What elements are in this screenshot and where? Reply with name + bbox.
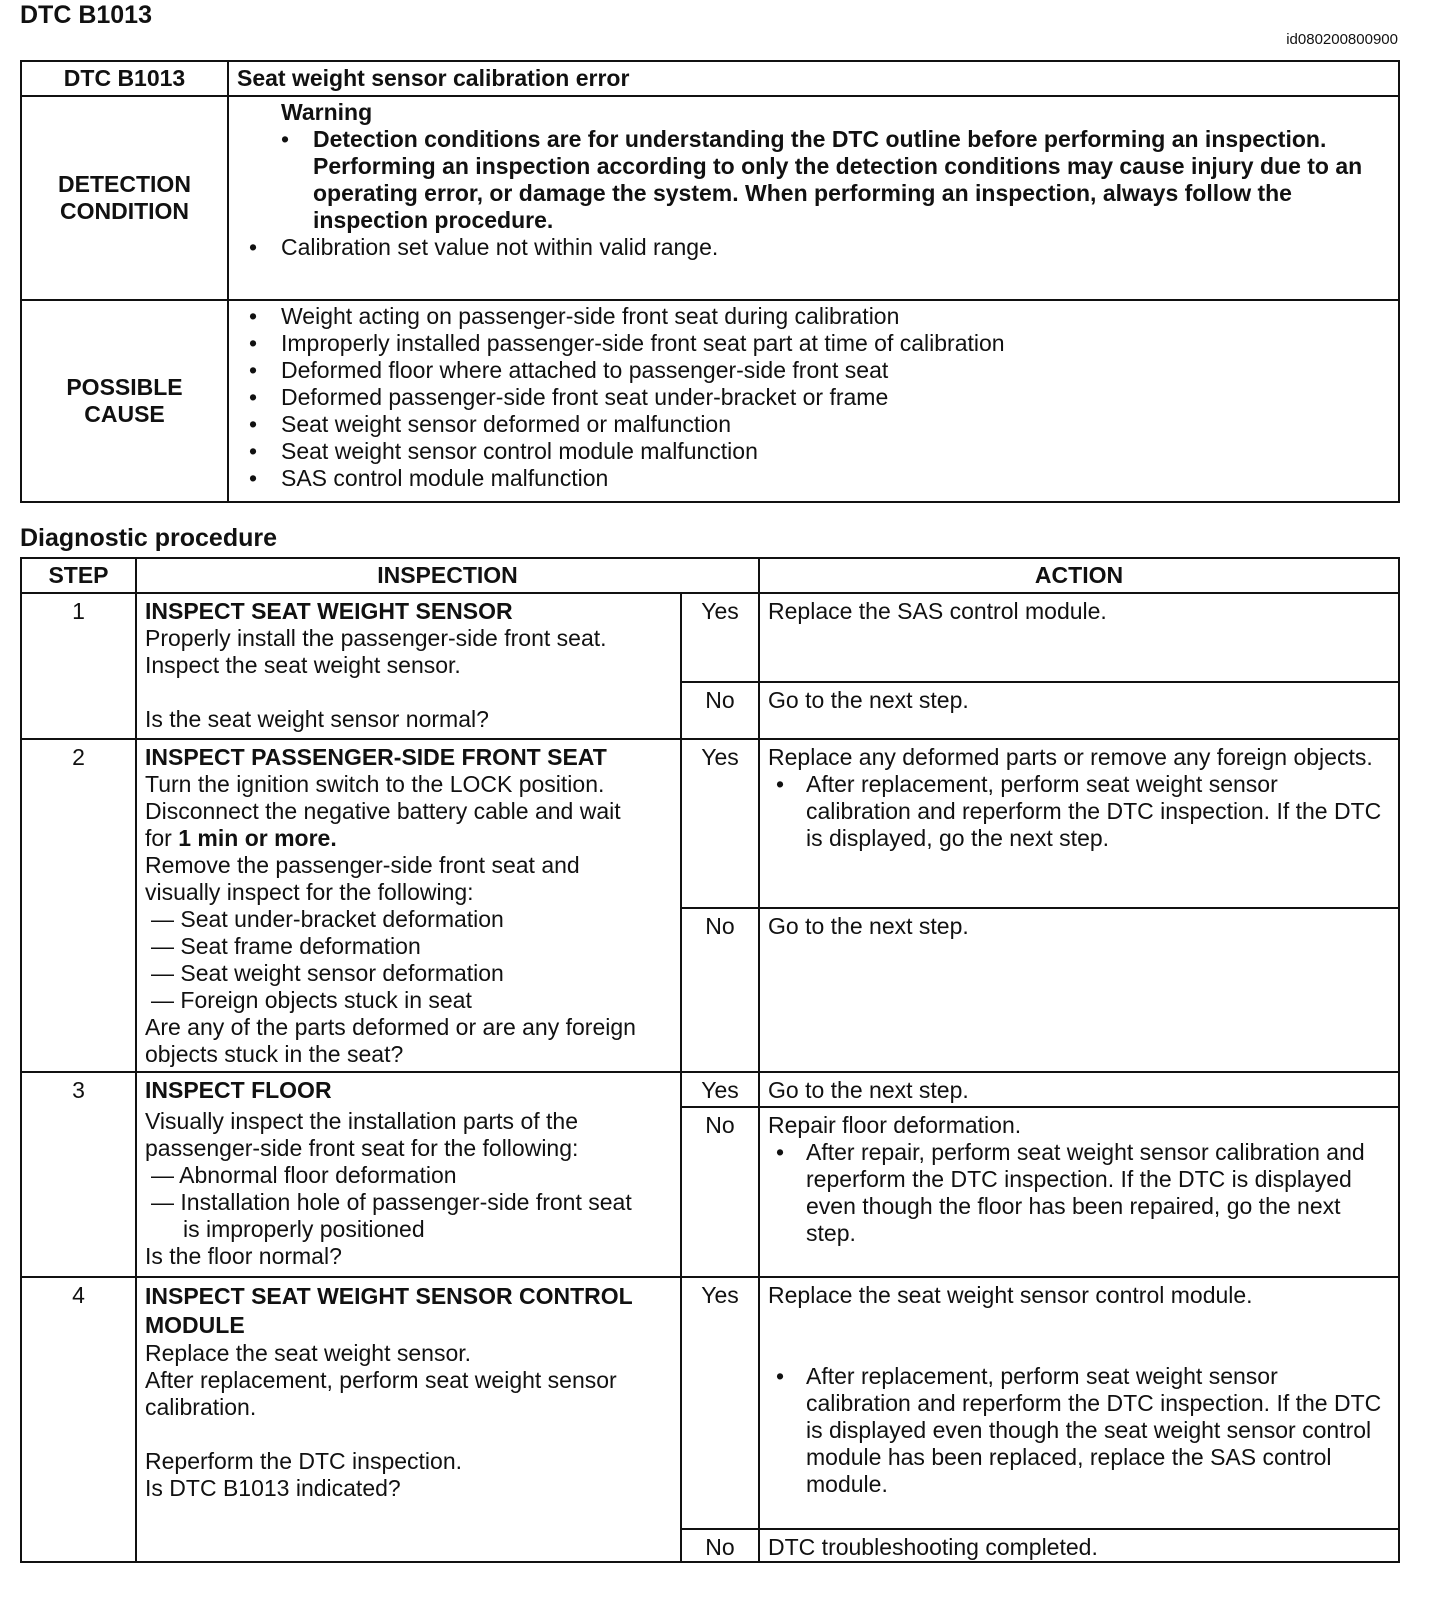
no-action: Go to the next step. xyxy=(759,682,1399,739)
detection-condition-cell xyxy=(228,96,1399,300)
cause-item: • Weight acting on passenger-side front seat during calibration xyxy=(237,303,1388,330)
possible-cause-row xyxy=(21,300,1399,502)
step-text: Replace the seat weight sensor. xyxy=(145,1340,472,1366)
no-label: No xyxy=(681,1529,759,1562)
condition-item: • Calibration set value not within valid range. xyxy=(237,234,1388,261)
cause-item: • Deformed floor where attached to passenger-side front seat xyxy=(237,357,1388,384)
dtc-description-cell: Seat weight sensor calibration error xyxy=(228,61,1399,96)
step-question: Is the seat weight sensor normal? xyxy=(145,706,489,732)
cause-item: • Deformed passenger-side front seat under-bracket or frame xyxy=(237,384,1388,411)
step-text: Inspect the seat weight sensor. xyxy=(145,652,461,678)
step-header: STEP xyxy=(21,558,136,593)
step-text: passenger-side front seat for the following: xyxy=(145,1135,579,1161)
step-number: 3 xyxy=(21,1072,136,1277)
step-text: Disconnect the negative battery cable and wait xyxy=(145,798,621,824)
check-item: — Foreign objects stuck in seat xyxy=(151,987,472,1013)
cause-item: • Seat weight sensor control module malfunction xyxy=(237,438,1388,465)
no-action: Go to the next step. xyxy=(759,908,1399,1072)
action-header: ACTION xyxy=(759,558,1399,593)
yes-label: Yes xyxy=(681,1277,759,1529)
detection-condition-label xyxy=(21,96,228,300)
dtc-code-cell: DTC B1013 xyxy=(21,61,228,96)
condition-list xyxy=(237,234,1388,261)
action-bullet-list xyxy=(768,771,1388,852)
no-label: No xyxy=(681,1107,759,1277)
action-bullet-list xyxy=(768,1139,1388,1247)
step-4-yes-row xyxy=(21,1277,1399,1529)
yes-label: Yes xyxy=(681,739,759,908)
yes-action: Replace the SAS control module. xyxy=(759,593,1399,682)
yes-action xyxy=(759,1277,1399,1529)
cause-item: • Seat weight sensor deformed or malfunction xyxy=(237,411,1388,438)
detection-label-line-1: DETECTION xyxy=(58,171,191,197)
yes-label: Yes xyxy=(681,1072,759,1107)
step-question: Is the floor normal? xyxy=(145,1243,342,1269)
yes-action xyxy=(759,739,1399,908)
action-bullet-list xyxy=(768,1363,1388,1498)
step-heading: INSPECT PASSENGER-SIDE FRONT SEAT xyxy=(145,744,607,770)
document-id: id080200800900 xyxy=(1286,31,1398,48)
dtc-info-table xyxy=(20,60,1400,503)
step-4-inspection xyxy=(136,1277,681,1562)
step-heading: INSPECT FLOOR xyxy=(145,1077,332,1103)
step-text: Turn the ignition switch to the LOCK position. xyxy=(145,771,605,797)
action-text: Replace the seat weight sensor control module. xyxy=(768,1282,1253,1308)
step-number: 2 xyxy=(21,739,136,1072)
step-text: visually inspect for the following: xyxy=(145,879,474,905)
step-text: Reperform the DTC inspection. xyxy=(145,1448,463,1474)
step-2-inspection xyxy=(136,739,681,1072)
action-bullet: • After replacement, perform seat weight sensor calibration and reperform the DTC inspection. If the DTC is displayed even though the seat weight sensor control module has been replaced, replace the SAS control module. xyxy=(768,1363,1388,1498)
step-heading: INSPECT SEAT WEIGHT SENSOR xyxy=(145,598,513,624)
possible-cause-cell xyxy=(228,300,1399,502)
check-item: — Seat weight sensor deformation xyxy=(151,960,504,986)
action-bullet: • After replacement, perform seat weight sensor calibration and reperform the DTC inspection. If the DTC is displayed, go the next step. xyxy=(768,771,1388,852)
step-heading: INSPECT SEAT WEIGHT SENSOR CONTROL MODULE xyxy=(145,1283,633,1338)
step-text: After replacement, perform seat weight sensor calibration. xyxy=(145,1367,617,1420)
no-label: No xyxy=(681,908,759,1072)
check-item: — Seat frame deformation xyxy=(151,933,421,959)
no-action xyxy=(759,1107,1399,1277)
warning-list xyxy=(281,126,1388,234)
no-action: DTC troubleshooting completed. xyxy=(759,1529,1399,1562)
cause-list xyxy=(237,303,1388,492)
cause-label-line-2: CAUSE xyxy=(84,401,165,427)
step-3-inspection xyxy=(136,1072,681,1277)
check-item: — Installation hole of passenger-side front seat xyxy=(151,1189,632,1215)
step-text: Remove the passenger-side front seat and xyxy=(145,852,580,878)
yes-action: Go to the next step. xyxy=(759,1072,1399,1107)
cause-item: • Improperly installed passenger-side front seat part at time of calibration xyxy=(237,330,1388,357)
step-1-inspection xyxy=(136,593,681,739)
step-1-yes-row xyxy=(21,593,1399,682)
step-number: 1 xyxy=(21,593,136,739)
detection-condition-row xyxy=(21,96,1399,300)
step-text: Visually inspect the installation parts of the xyxy=(145,1108,578,1134)
step-question: Is DTC B1013 indicated? xyxy=(145,1475,401,1501)
step-2-yes-row xyxy=(21,739,1399,908)
step-3-yes-row xyxy=(21,1072,1399,1107)
check-item-continuation: is improperly positioned xyxy=(183,1216,425,1242)
inspection-header: INSPECTION xyxy=(136,558,759,593)
procedure-title: Diagnostic procedure xyxy=(20,524,277,552)
page-title: DTC B1013 xyxy=(20,1,152,29)
possible-cause-label xyxy=(21,300,228,502)
step-question: Are any of the parts deformed or are any foreign objects stuck in the seat? xyxy=(145,1014,636,1067)
warning-title: Warning xyxy=(281,99,373,125)
cause-item: • SAS control module malfunction xyxy=(237,465,1388,492)
step-text: Properly install the passenger-side front seat. xyxy=(145,625,607,651)
detection-label-line-2: CONDITION xyxy=(59,198,190,224)
diagnostic-procedure-table xyxy=(20,557,1400,1563)
no-label: No xyxy=(681,682,759,739)
check-item: — Seat under-bracket deformation xyxy=(151,906,504,932)
action-text: Replace any deformed parts or remove any foreign objects. xyxy=(768,744,1373,770)
dtc-header-row xyxy=(21,61,1399,96)
step-number: 4 xyxy=(21,1277,136,1562)
action-bullet: • After repair, perform seat weight sensor calibration and reperform the DTC inspection. If the DTC is displayed even though the floor has been repaired, go the next step. xyxy=(768,1139,1388,1247)
check-item: — Abnormal floor deformation xyxy=(151,1162,457,1188)
warning-text: • Detection conditions are for understanding the DTC outline before performing an inspection. Performing an inspection according to only the detection conditions may cause injury due to an operating error, or damage the system. When performing an inspection, always follow the inspection procedure. xyxy=(281,126,1388,234)
step-text: for 1 min or more. xyxy=(145,825,337,851)
cause-label-line-1: POSSIBLE xyxy=(66,374,183,400)
action-text: Repair floor deformation. xyxy=(768,1112,1022,1138)
yes-label: Yes xyxy=(681,593,759,682)
procedure-header-row xyxy=(21,558,1399,593)
